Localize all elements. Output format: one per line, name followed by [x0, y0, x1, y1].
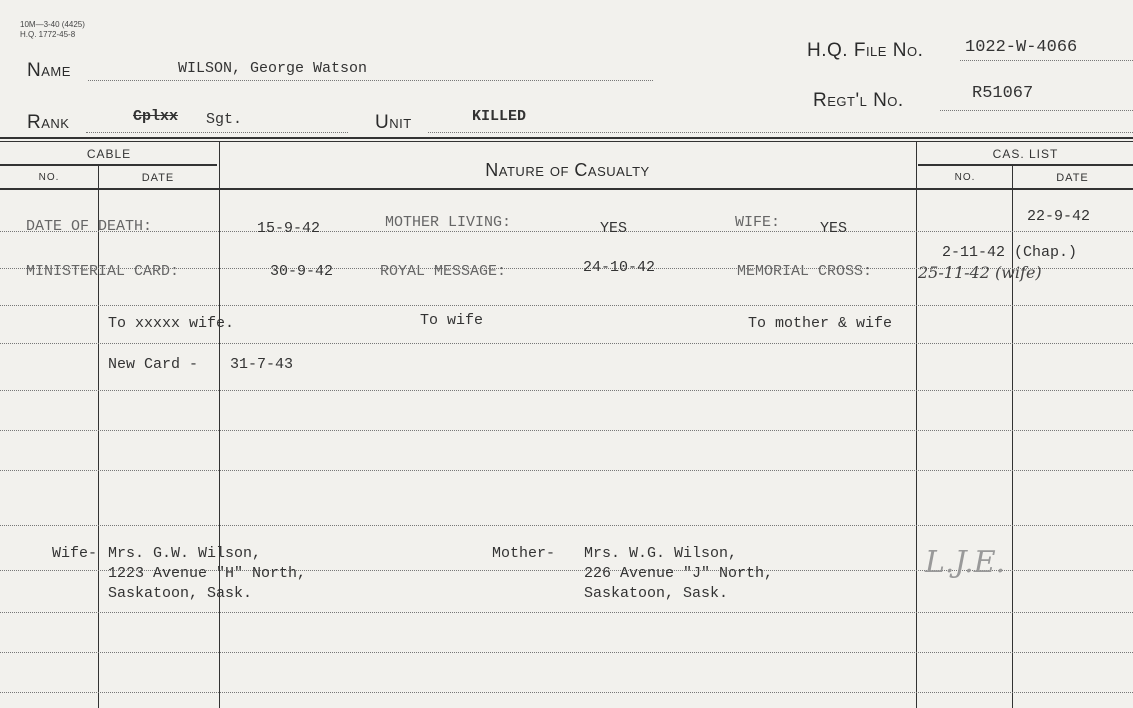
unit-label: Unit — [375, 112, 412, 133]
wife-label: WIFE: — [735, 214, 781, 231]
mother-address-line: Saskatoon, Sask. — [584, 585, 729, 602]
to-mother-wife-note: To mother & wife — [748, 315, 893, 332]
cas-date-header: DATE — [1056, 172, 1089, 184]
unit-value: KILLED — [472, 108, 527, 125]
ministerial-date: 30-9-42 — [270, 263, 334, 280]
rank-value: Sgt. — [206, 111, 243, 128]
rank-struck: Cplxx — [133, 108, 179, 125]
wife-address-line: Mrs. G.W. Wilson, — [108, 545, 262, 562]
date-of-death-label: DATE OF DEATH: — [26, 218, 153, 235]
mother-address-line: 226 Avenue "J" North, — [584, 565, 774, 582]
wife-address-line: 1223 Avenue "H" North, — [108, 565, 307, 582]
cable-header: CABLE — [86, 147, 132, 161]
mother-living-label: MOTHER LIVING: — [385, 214, 512, 231]
new-card-date: 31-7-43 — [230, 356, 294, 373]
nature-header: Nature of Casualty — [485, 160, 650, 180]
cable-date-header: DATE — [141, 172, 175, 184]
memorial-date-wife: 25-11-42 (wife) — [918, 263, 1042, 282]
form-code: 10M—3-40 (4425) — [20, 20, 85, 29]
cas-list-header: CAS. LIST — [992, 147, 1059, 161]
to-wife-note: To xxxxx wife. — [108, 315, 235, 332]
cas-date-1: 22-9-42 — [1027, 208, 1091, 225]
wife-address-line: Saskatoon, Sask. — [108, 585, 253, 602]
cas-no-header: NO. — [954, 172, 976, 183]
to-wife-note: To wife — [420, 312, 484, 329]
new-card-label: New Card - — [108, 356, 199, 373]
form-code: H.Q. 1772-45-8 — [20, 30, 76, 39]
date-of-death: 15-9-42 — [257, 220, 321, 237]
memorial-date-chaplain: 2-11-42 (Chap.) — [942, 244, 1078, 261]
mother-address-label: Mother- — [492, 545, 556, 562]
royal-message-label: ROYAL MESSAGE: — [380, 263, 507, 280]
ministerial-label: MINISTERIAL CARD: — [26, 263, 180, 280]
hq-file-value: 1022-W-4066 — [965, 38, 1078, 57]
memorial-cross-label: MEMORIAL CROSS: — [737, 263, 873, 280]
regtl-label: Regt'l No. — [813, 90, 904, 111]
hq-file-label: H.Q. File No. — [807, 40, 924, 61]
rank-label: Rank — [27, 112, 70, 133]
mother-living: YES — [600, 220, 628, 237]
wife-value: YES — [820, 220, 848, 237]
regtl-value: R51067 — [972, 84, 1034, 103]
name-value: WILSON, George Watson — [178, 60, 368, 77]
mother-address-line: Mrs. W.G. Wilson, — [584, 545, 738, 562]
royal-message-date: 24-10-42 — [583, 259, 656, 276]
initials-signature: L.J.E. — [925, 545, 1006, 580]
cable-no-header: NO. — [38, 172, 60, 183]
wife-address-label: Wife- — [52, 545, 98, 562]
name-label: Name — [27, 60, 71, 81]
